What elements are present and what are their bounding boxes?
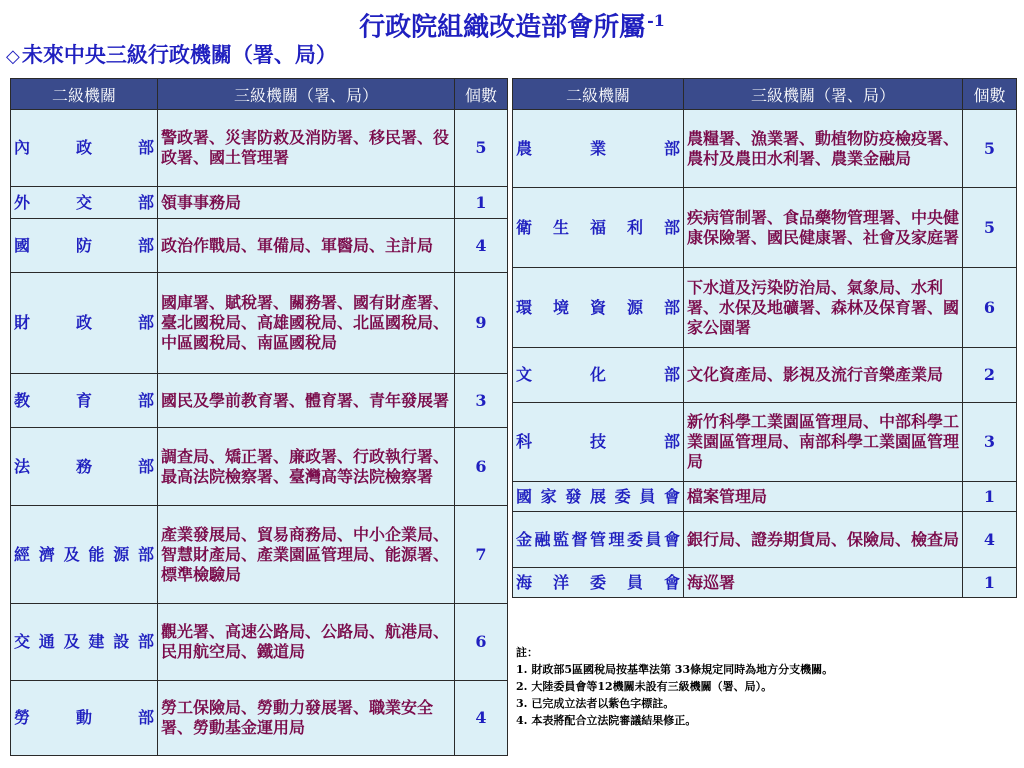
table-row <box>513 512 1017 568</box>
dept-cell: 財政部 <box>11 273 158 374</box>
header-dept: 二級機關 <box>11 79 158 110</box>
diamond-bullet-icon: ◇ <box>6 46 20 67</box>
agency-cell: 文化資產局、影視及流行音樂產業局 <box>684 348 963 403</box>
footnote-item: 1. 財政部5區國稅局按基準法第 33條規定同時為地方分支機關。 <box>516 663 834 676</box>
section-subtitle <box>6 40 337 72</box>
page-title-suffix: -1 <box>647 11 665 30</box>
agency-cell: 下水道及污染防治局、氣象局、水利署、水保及地礦署、森林及保育署、國家公園署 <box>684 268 963 348</box>
count-cell: 1 <box>963 482 1017 512</box>
dept-cell: 交通及建設部 <box>11 604 158 681</box>
count-cell: 3 <box>963 403 1017 482</box>
header-dept: 二級機關 <box>513 79 684 110</box>
count-cell: 5 <box>455 110 508 187</box>
table-row <box>513 482 1017 512</box>
dept-cell: 經濟及能源部 <box>11 506 158 604</box>
dept-cell: 內政部 <box>11 110 158 187</box>
table-row <box>513 268 1017 348</box>
table-row <box>11 219 508 273</box>
agency-cell: 政治作戰局、軍備局、軍醫局、主計局 <box>158 219 455 273</box>
agency-cell: 新竹科學工業園區管理局、中部科學工業園區管理局、南部科學工業園區管理局 <box>684 403 963 482</box>
table-row <box>513 188 1017 268</box>
agency-cell: 國民及學前教育署、體育署、青年發展署 <box>158 374 455 428</box>
left-agency-table <box>10 78 508 756</box>
dept-cell: 金融監督管理委員會 <box>513 512 684 568</box>
footnotes <box>516 644 1016 729</box>
count-cell: 1 <box>963 568 1017 598</box>
agency-cell: 產業發展局、貿易商務局、中小企業局、智慧財產局、產業園區管理局、能源署、標準檢驗局 <box>158 506 455 604</box>
count-cell: 4 <box>963 512 1017 568</box>
agency-cell: 銀行局、證券期貨局、保險局、檢查局 <box>684 512 963 568</box>
dept-cell: 外交部 <box>11 187 158 219</box>
table-row <box>11 506 508 604</box>
dept-cell: 農業部 <box>513 110 684 188</box>
agency-cell: 國庫署、賦稅署、關務署、國有財產署、臺北國稅局、高雄國稅局、北區國稅局、中區國稅局、南區國稅局 <box>158 273 455 374</box>
agency-cell: 領事事務局 <box>158 187 455 219</box>
right-table-header-row <box>513 79 1017 110</box>
dept-cell: 國家發展委員會 <box>513 482 684 512</box>
table-row <box>513 403 1017 482</box>
footnotes-heading: 註： <box>516 646 538 659</box>
right-agency-table <box>512 78 1017 598</box>
count-cell: 5 <box>963 110 1017 188</box>
dept-cell: 環境資源部 <box>513 268 684 348</box>
subtitle-text: 未來中央三級行政機關（署、局） <box>21 42 337 67</box>
table-row <box>11 110 508 187</box>
table-row <box>11 681 508 756</box>
dept-cell: 衛生福利部 <box>513 188 684 268</box>
count-cell: 6 <box>963 268 1017 348</box>
agency-cell: 警政署、災害防救及消防署、移民署、役政署、國土管理署 <box>158 110 455 187</box>
count-cell: 1 <box>455 187 508 219</box>
page-title-text: 行政院組織改造部會所屬 <box>359 12 646 43</box>
agency-cell: 觀光署、高速公路局、公路局、航港局、民用航空局、鐵道局 <box>158 604 455 681</box>
left-table-header-row <box>11 79 508 110</box>
count-cell: 2 <box>963 348 1017 403</box>
agency-cell: 勞工保險局、勞動力發展署、職業安全署、勞動基金運用局 <box>158 681 455 756</box>
table-row <box>513 568 1017 598</box>
dept-cell: 科技部 <box>513 403 684 482</box>
page-title <box>0 4 1024 45</box>
dept-cell: 勞動部 <box>11 681 158 756</box>
table-row <box>11 604 508 681</box>
footnote-item: 2. 大陸委員會等12機關未設有三級機關（署、局）。 <box>516 680 773 693</box>
header-count: 個數 <box>455 79 508 110</box>
table-row <box>11 428 508 506</box>
count-cell: 6 <box>455 604 508 681</box>
table-row <box>513 348 1017 403</box>
count-cell: 4 <box>455 681 508 756</box>
footnote-item: 4. 本表將配合立法院審議結果修正。 <box>516 714 697 727</box>
header-count: 個數 <box>963 79 1017 110</box>
count-cell: 7 <box>455 506 508 604</box>
dept-cell: 國防部 <box>11 219 158 273</box>
footnote-item: 3. 已完成立法者以紫色字標註。 <box>516 697 675 710</box>
agency-cell: 海巡署 <box>684 568 963 598</box>
agency-cell: 調查局、矯正署、廉政署、行政執行署、最高法院檢察署、臺灣高等法院檢察署 <box>158 428 455 506</box>
agency-cell: 農糧署、漁業署、動植物防疫檢疫署、農村及農田水利署、農業金融局 <box>684 110 963 188</box>
dept-cell: 教育部 <box>11 374 158 428</box>
table-row <box>11 187 508 219</box>
agency-cell: 疾病管制署、食品藥物管理署、中央健康保險署、國民健康署、社會及家庭署 <box>684 188 963 268</box>
count-cell: 5 <box>963 188 1017 268</box>
dept-cell: 文化部 <box>513 348 684 403</box>
table-row <box>11 374 508 428</box>
table-row <box>11 273 508 374</box>
count-cell: 4 <box>455 219 508 273</box>
count-cell: 3 <box>455 374 508 428</box>
dept-cell: 海洋委員會 <box>513 568 684 598</box>
count-cell: 6 <box>455 428 508 506</box>
header-agency: 三級機關（署、局） <box>684 79 963 110</box>
dept-cell: 法務部 <box>11 428 158 506</box>
header-agency: 三級機關（署、局） <box>158 79 455 110</box>
table-row <box>513 110 1017 188</box>
agency-cell: 檔案管理局 <box>684 482 963 512</box>
count-cell: 9 <box>455 273 508 374</box>
